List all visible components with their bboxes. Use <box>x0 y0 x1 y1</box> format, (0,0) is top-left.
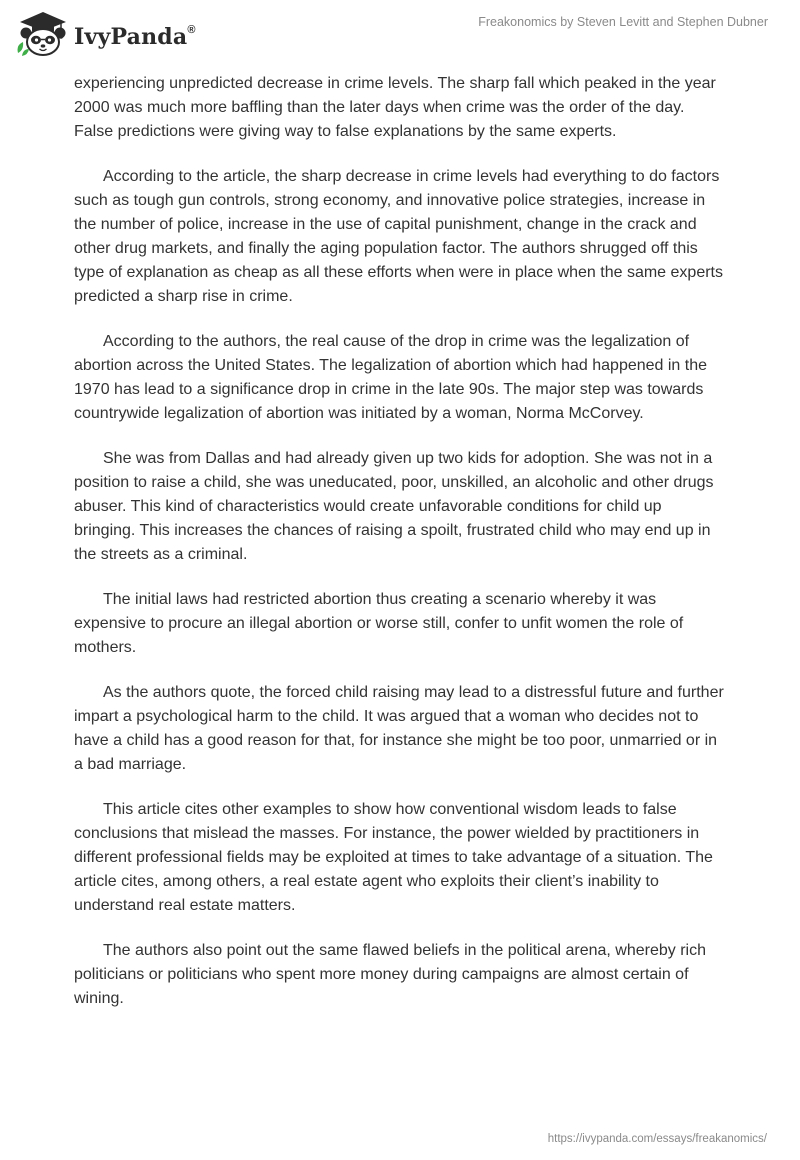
document-title: Freakonomics by Steven Levitt and Stephen Dubner <box>478 15 768 29</box>
source-url-link[interactable]: https://ivypanda.com/essays/freakanomics/ <box>547 1133 767 1145</box>
paragraph: The authors also point out the same flawed beliefs in the political arena, whereby rich politicians or politicians who spent more money during campaigns are almost certain of wining. <box>74 942 707 1007</box>
paragraph: According to the article, the sharp decrease in crime levels had everything to do factors such as tough gun controls, strong economy, and innovative police strategies, increase in the number of police, increase in the use of capital punishment, change in the crack and other drug markets, and finally the aging population factor. The authors shrugged off this type of explanation as cheap as all these efforts when were in place when the same experts predicted a sharp rise in crime. <box>74 168 723 305</box>
brand-name: IvyPanda <box>74 24 188 50</box>
brand-wordmark <box>74 24 196 50</box>
page-header <box>0 0 800 70</box>
paragraph: She was from Dallas and had already given up two kids for adoption. She was not in a position to raise a child, she was uneducated, poor, unskilled, an alcoholic and other drugs abuser. This kind of characteristics would create unfavorable conditions for child up bringing. This increases the chances of raising a spoilt, frustrated child who may end up in the streets as a criminal. <box>74 450 714 563</box>
paragraph: As the authors quote, the forced child raising may lead to a distressful future and further impart a psychological harm to the child. It was argued that a woman who decides not to have a child has a good reason for that, for instance she might be too poor, unmarried or in a bad marriage. <box>74 684 724 773</box>
paragraph-continued: experiencing unpredicted decrease in crime levels. The sharp fall which peaked in the year 2000 was much more baffling than the later days when crime was the order of the day. False predictions were giving way to false explanations by the same experts. <box>74 75 716 140</box>
ivypanda-logo[interactable] <box>14 8 214 60</box>
paragraph: The initial laws had restricted abortion thus creating a scenario whereby it was expensive to procure an illegal abortion or worse still, confer to unfit women the role of mothers. <box>74 591 684 656</box>
essay-body <box>74 72 724 1032</box>
paragraph: This article cites other examples to show how conventional wisdom leads to false conclusions that mislead the masses. For instance, the power wielded by practitioners in different professional fields may be exploited at times to take advantage of a situation. The article cites, among others, a real estate agent who exploits their client’s inability to understand real estate matters. <box>74 801 713 914</box>
registered-mark: ® <box>187 23 196 36</box>
panda-graduate-icon <box>14 9 72 59</box>
paragraph: According to the authors, the real cause of the drop in crime was the legalization of abortion across the United States. The legalization of abortion which had happened in the 1970 has lead to a significance drop in crime in the late 90s. The major step was towards countrywide legalization of abortion was initiated by a woman, Norma McCorvey. <box>74 333 708 422</box>
